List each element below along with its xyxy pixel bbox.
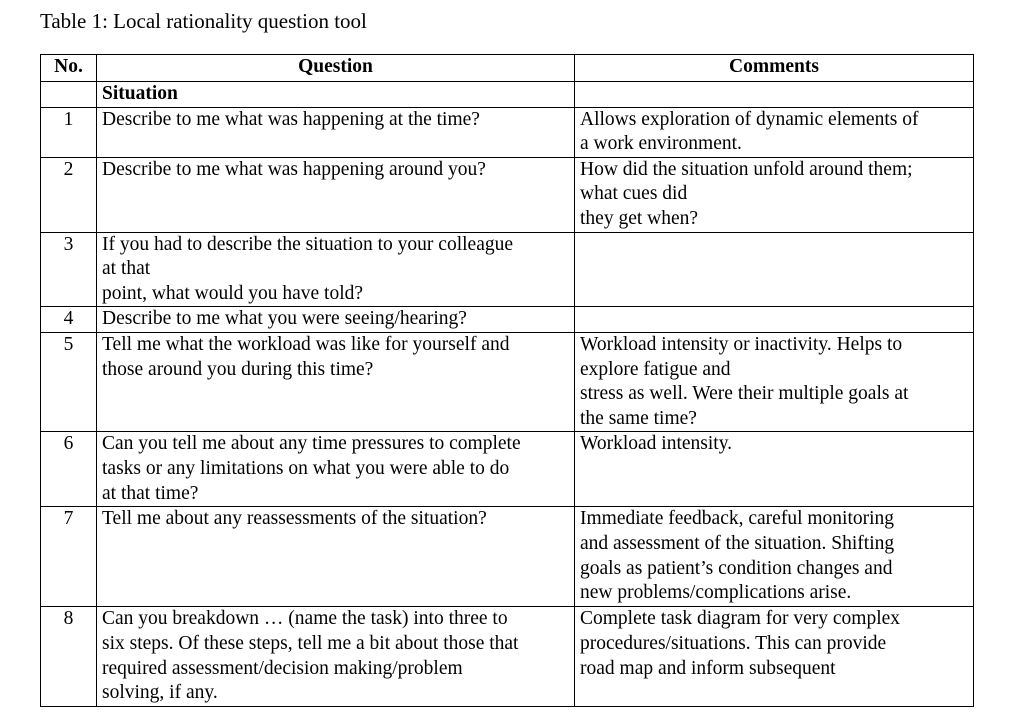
comment-text-line: road map and inform subsequent [580,657,836,679]
comments-cell [575,307,974,333]
comment-text-line: Allows exploration of dynamic elements of [580,108,919,130]
question-text-line: solving, if any. [102,682,218,704]
comment-text-line: they get when? [580,207,699,229]
row-number: 6 [41,432,97,507]
comments-cell [575,507,974,607]
comment-text-line: Workload intensity. [580,433,733,455]
question-cell [97,232,575,307]
table-row [41,507,974,607]
question-text-line: required assessment/decision making/problem [102,657,463,679]
question-table [40,54,974,707]
row-number: 4 [41,307,97,333]
comments-cell [575,432,974,507]
question-text-line: point, what would you have told? [102,282,364,304]
table-row [41,157,974,232]
comments-cell [575,607,974,707]
question-cell [97,432,575,507]
row-number: 7 [41,507,97,607]
question-text-line: Tell me what the workload was like for yourself and [102,333,510,355]
comment-text-line: and assessment of the situation. Shifting [580,532,895,554]
question-text-line: at that time? [102,482,199,504]
table-row [41,332,974,431]
question-text-line: Describe to me what was happening around you? [102,158,486,180]
comments-cell [575,157,974,232]
comments-cell [575,107,974,157]
question-cell [97,607,575,707]
table-row [41,307,974,333]
comment-text-line: the same time? [580,407,697,429]
comment-text-line: Complete task diagram for very complex [580,608,901,630]
question-text-line: Describe to me what was happening at the time? [102,108,480,130]
header-no: No. [41,55,97,82]
row-number: 1 [41,107,97,157]
question-cell [97,157,575,232]
question-text-line: Tell me about any reassessments of the situation? [102,508,487,530]
table-row [41,107,974,157]
question-text-line: six steps. Of these steps, tell me a bit about those that [102,632,519,654]
table-row [41,232,974,307]
table-body [41,82,974,707]
comment-text-line: new problems/complications arise. [580,582,852,604]
header-question: Question [97,55,575,82]
row-number: 2 [41,157,97,232]
header-row [41,55,974,82]
table-caption: Table 1: Local rationality question tool [40,9,367,33]
section-no-cell [41,82,97,108]
comments-cell [575,232,974,307]
comment-text-line: Workload intensity or inactivity. Helps to [580,333,903,355]
table-row [41,607,974,707]
comment-text-line: explore fatigue and [580,358,731,380]
comment-text-line: what cues did [580,183,688,205]
question-text-line: Can you breakdown … (name the task) into three to [102,608,508,630]
comment-text-line: stress as well. Were their multiple goals at [580,383,909,405]
question-text-line: Describe to me what you were seeing/hearing? [102,308,467,330]
row-number: 8 [41,607,97,707]
question-text-line: at that [102,258,151,280]
question-text-line: those around you during this time? [102,358,374,380]
question-cell [97,332,575,431]
row-number: 5 [41,332,97,431]
question-cell [97,507,575,607]
comment-text-line: goals as patient’s condition changes and [580,557,893,579]
question-text-line: tasks or any limitations on what you were able to do [102,457,510,479]
question-cell [97,307,575,333]
question-cell [97,107,575,157]
table-row [41,432,974,507]
comment-text-line: procedures/situations. This can provide [580,632,887,654]
section-row [41,82,974,108]
comment-text-line: How did the situation unfold around them; [580,158,913,180]
question-text-line: If you had to describe the situation to your colleague [102,233,514,255]
header-comments: Comments [575,55,974,82]
comment-text-line: Immediate feedback, careful monitoring [580,508,895,530]
section-comments-cell [575,82,974,108]
comment-text-line: a work environment. [580,133,742,155]
question-text-line: Can you tell me about any time pressures to complete [102,433,521,455]
section-label: Situation [97,82,575,108]
comments-cell [575,332,974,431]
row-number: 3 [41,232,97,307]
